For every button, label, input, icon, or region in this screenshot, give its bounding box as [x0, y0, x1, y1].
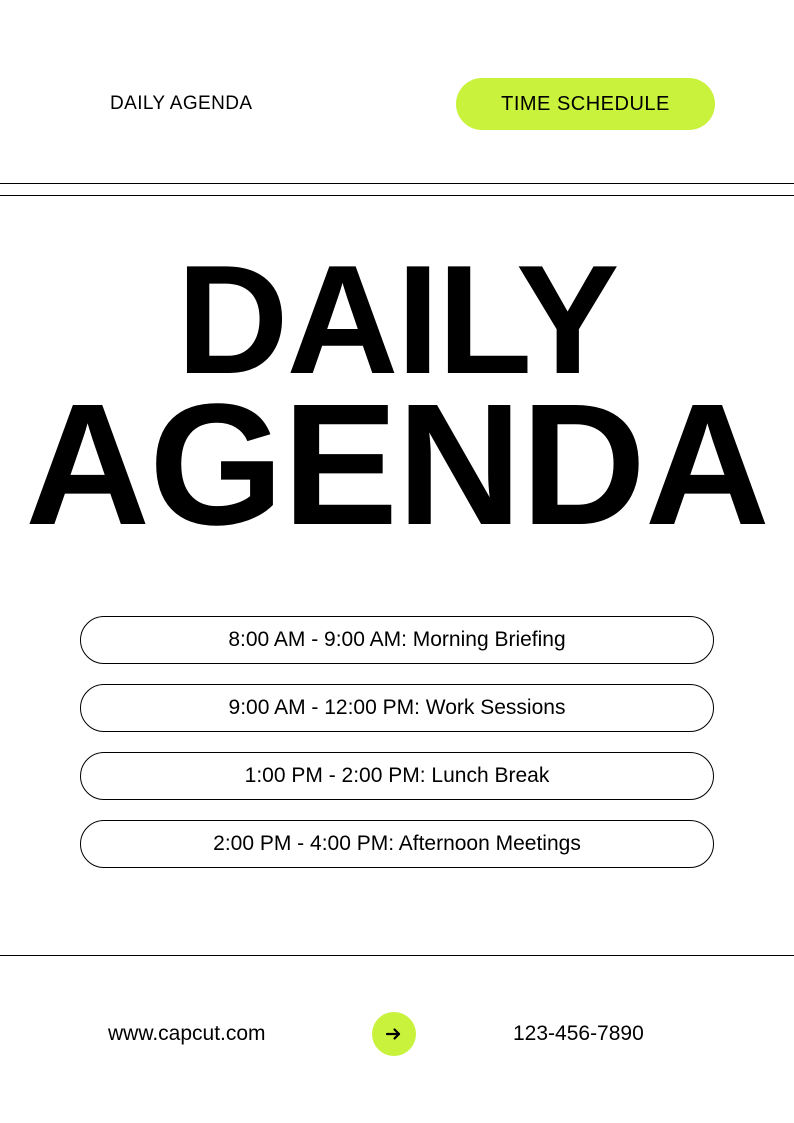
footer-website: www.capcut.com [108, 1022, 266, 1045]
divider-top-line-1 [0, 183, 794, 184]
footer [0, 1012, 794, 1056]
agenda-item: 1:00 PM - 2:00 PM: Lunch Break [80, 752, 714, 800]
header [0, 78, 794, 130]
divider-footer [0, 955, 794, 956]
divider-top-line-2 [0, 195, 794, 196]
arrow-right-icon [372, 1012, 416, 1056]
footer-phone: 123-456-7890 [513, 1022, 644, 1045]
agenda-item: 8:00 AM - 9:00 AM: Morning Briefing [80, 616, 714, 664]
agenda-item: 2:00 PM - 4:00 PM: Afternoon Meetings [80, 820, 714, 868]
agenda-list [80, 616, 714, 868]
agenda-item: 9:00 AM - 12:00 PM: Work Sessions [80, 684, 714, 732]
page-title-line-2: AGENDA [25, 367, 769, 562]
page-title [0, 233, 794, 562]
header-label: DAILY AGENDA [110, 93, 253, 114]
page-title-line-1: DAILY [176, 233, 618, 406]
time-schedule-badge: TIME SCHEDULE [456, 78, 715, 130]
